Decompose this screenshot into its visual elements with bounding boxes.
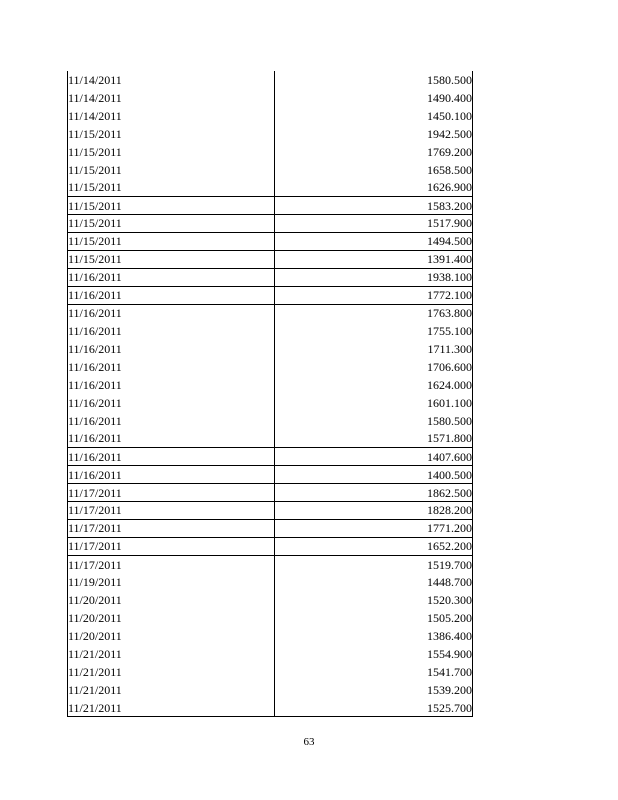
date-cell: 11/15/2011 [68,232,275,250]
date-cell: 11/14/2011 [68,71,275,89]
value-cell: 1652.200 [275,537,473,555]
value-cell: 1772.100 [275,286,473,304]
table-row [68,125,473,143]
table-row [68,394,473,412]
value-cell: 1828.200 [275,502,473,520]
table-row [68,466,473,484]
date-cell: 11/16/2011 [68,340,275,358]
value-cell: 1386.400 [275,627,473,645]
value-cell: 1554.900 [275,645,473,663]
date-cell: 11/15/2011 [68,197,275,215]
table-row [68,645,473,663]
date-cell: 11/17/2011 [68,519,275,537]
table-row [68,627,473,645]
value-cell: 1942.500 [275,125,473,143]
value-cell: 1517.900 [275,215,473,233]
date-cell: 11/16/2011 [68,268,275,286]
table-row [68,250,473,268]
date-cell: 11/15/2011 [68,161,275,179]
table-row [68,663,473,681]
table-row [68,322,473,340]
date-cell: 11/15/2011 [68,179,275,197]
value-cell: 1450.100 [275,107,473,125]
date-cell: 11/20/2011 [68,609,275,627]
value-cell: 1525.700 [275,699,473,717]
table-row [68,268,473,286]
value-cell: 1938.100 [275,268,473,286]
table-row [68,197,473,215]
value-cell: 1490.400 [275,89,473,107]
table-row [68,430,473,448]
value-cell: 1541.700 [275,663,473,681]
value-cell: 1580.500 [275,71,473,89]
table-row [68,143,473,161]
date-cell: 11/15/2011 [68,215,275,233]
table-row [68,699,473,717]
date-cell: 11/21/2011 [68,699,275,717]
date-cell: 11/17/2011 [68,555,275,573]
value-cell: 1763.800 [275,304,473,322]
value-cell: 1626.900 [275,179,473,197]
value-cell: 1539.200 [275,681,473,699]
value-cell: 1391.400 [275,250,473,268]
date-cell: 11/15/2011 [68,125,275,143]
date-cell: 11/16/2011 [68,430,275,448]
value-cell: 1769.200 [275,143,473,161]
date-cell: 11/16/2011 [68,358,275,376]
table-row [68,304,473,322]
table-row [68,591,473,609]
table-row [68,286,473,304]
table-body [68,71,473,717]
date-cell: 11/14/2011 [68,89,275,107]
table-row [68,340,473,358]
table-row [68,179,473,197]
value-cell: 1711.300 [275,340,473,358]
table-row [68,484,473,502]
value-cell: 1862.500 [275,484,473,502]
date-cell: 11/17/2011 [68,502,275,520]
value-cell: 1407.600 [275,448,473,466]
date-cell: 11/21/2011 [68,681,275,699]
table-row [68,376,473,394]
date-cell: 11/16/2011 [68,286,275,304]
table-row [68,555,473,573]
date-cell: 11/15/2011 [68,143,275,161]
table-row [68,232,473,250]
date-cell: 11/19/2011 [68,573,275,591]
value-cell: 1448.700 [275,573,473,591]
date-cell: 11/16/2011 [68,448,275,466]
date-cell: 11/16/2011 [68,322,275,340]
data-table [67,71,473,717]
date-cell: 11/16/2011 [68,304,275,322]
table-row [68,161,473,179]
date-cell: 11/16/2011 [68,412,275,430]
table-row [68,89,473,107]
table-row [68,519,473,537]
table-row [68,358,473,376]
date-cell: 11/21/2011 [68,645,275,663]
table-row [68,537,473,555]
date-cell: 11/14/2011 [68,107,275,125]
value-cell: 1624.000 [275,376,473,394]
value-cell: 1580.500 [275,412,473,430]
value-cell: 1519.700 [275,555,473,573]
table-row [68,609,473,627]
date-cell: 11/17/2011 [68,484,275,502]
table-row [68,573,473,591]
table-row [68,448,473,466]
date-cell: 11/16/2011 [68,466,275,484]
value-cell: 1520.300 [275,591,473,609]
table-row [68,107,473,125]
value-cell: 1771.200 [275,519,473,537]
value-cell: 1706.600 [275,358,473,376]
date-cell: 11/16/2011 [68,376,275,394]
date-cell: 11/16/2011 [68,394,275,412]
table-row [68,412,473,430]
value-cell: 1583.200 [275,197,473,215]
table-row [68,71,473,89]
date-cell: 11/17/2011 [68,537,275,555]
value-cell: 1505.200 [275,609,473,627]
table-row [68,502,473,520]
value-cell: 1658.500 [275,161,473,179]
value-cell: 1755.100 [275,322,473,340]
value-cell: 1494.500 [275,232,473,250]
date-cell: 11/20/2011 [68,627,275,645]
table-row [68,681,473,699]
value-cell: 1571.800 [275,430,473,448]
table-row [68,215,473,233]
value-cell: 1601.100 [275,394,473,412]
value-cell: 1400.500 [275,466,473,484]
date-cell: 11/20/2011 [68,591,275,609]
page-number: 63 [303,736,315,748]
date-cell: 11/21/2011 [68,663,275,681]
date-cell: 11/15/2011 [68,250,275,268]
